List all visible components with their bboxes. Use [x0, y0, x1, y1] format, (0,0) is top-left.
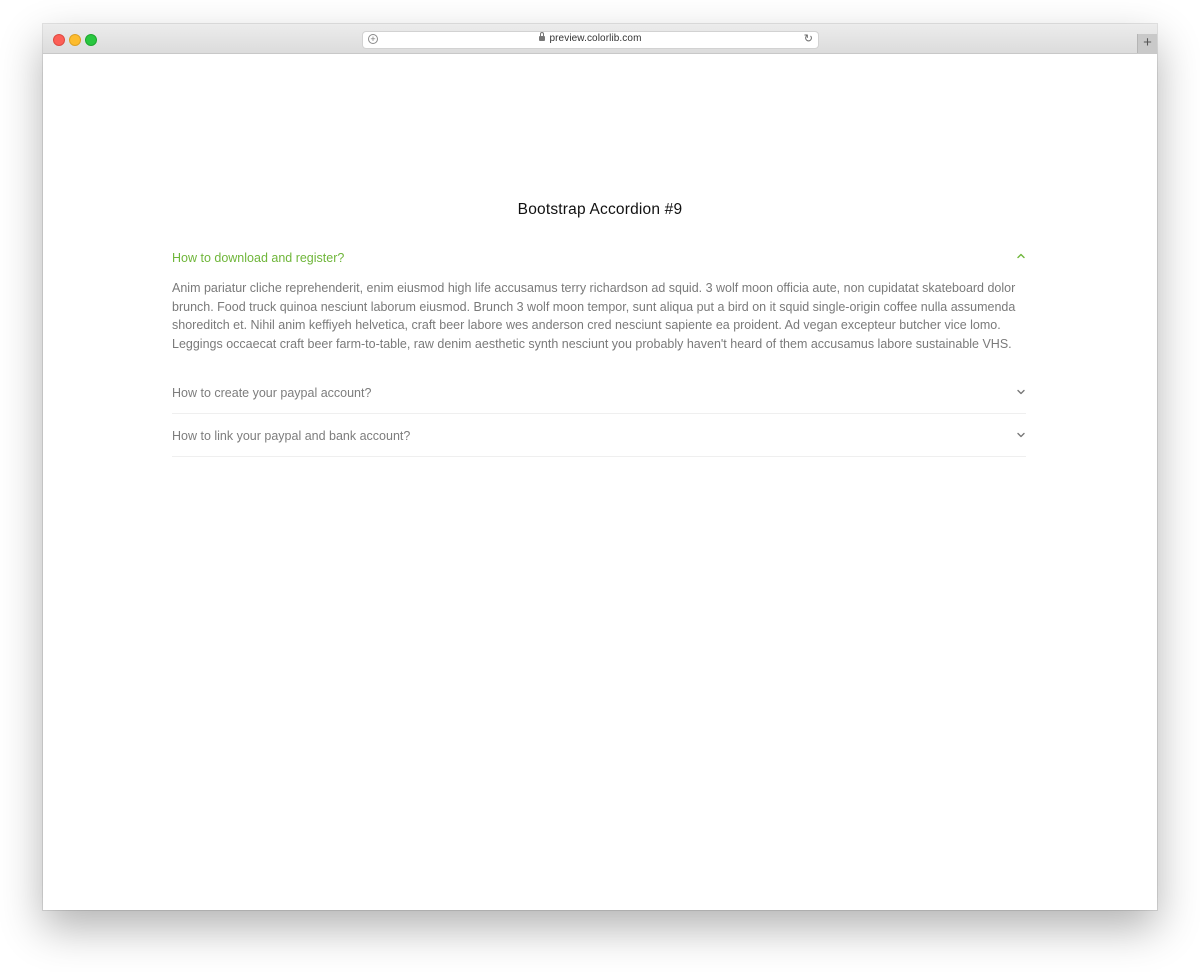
minimize-window-button[interactable]: [69, 34, 81, 46]
chevron-up-icon: [1016, 251, 1026, 261]
accordion-header-create-paypal[interactable]: [172, 371, 1026, 413]
address-bar[interactable]: [362, 31, 819, 49]
zoom-window-button[interactable]: [85, 34, 97, 46]
reload-icon[interactable]: ↻: [803, 33, 813, 45]
accordion-item: [172, 237, 1026, 371]
accordion-question: How to create your paypal account?: [172, 386, 372, 401]
browser-titlebar: [43, 24, 1157, 54]
accordion-question: How to download and register?: [172, 251, 345, 265]
plus-circle-icon[interactable]: +: [368, 34, 378, 44]
lock-icon: [539, 36, 545, 41]
page-content: [43, 54, 1157, 910]
close-window-button[interactable]: [53, 34, 65, 46]
url-text: preview.colorlib.com: [549, 33, 642, 44]
accordion: [172, 237, 1026, 457]
address-bar-url: [363, 33, 818, 44]
accordion-header-link-paypal-bank[interactable]: [172, 414, 1026, 456]
accordion-question: How to link your paypal and bank account?: [172, 429, 411, 444]
accordion-answer: Anim pariatur cliche reprehenderit, enim eiusmod high life accusamus terry richardson ad squid. 3 wolf moon officia aute, non cupidatat skateboard dolor brunch. Food truck quinoa nesciunt laborum eiusmod. Brunch 3 wolf moon tempor, sunt aliqua put a bird on it squid single-origin coffee nulla assumenda shoreditch et. Nihil anim keffiyeh helvetica, craft beer labore wes anderson cred nesciunt sapiente ea proident. Ad vegan excepteur butcher vice lomo. Leggings occaecat craft beer farm-to-table, raw denim aesthetic synth nesciunt you probably haven't heard of them accusamus labore sustainable VHS.: [172, 281, 1016, 351]
chevron-down-icon: [1016, 387, 1026, 397]
accordion-item: [172, 371, 1026, 414]
browser-window: [43, 24, 1157, 910]
accordion-header-download-register[interactable]: [172, 237, 1026, 277]
page-title: Bootstrap Accordion #9: [517, 201, 683, 218]
new-tab-button[interactable]: +: [1137, 34, 1157, 53]
chevron-down-icon: [1016, 430, 1026, 440]
accordion-item: [172, 414, 1026, 457]
